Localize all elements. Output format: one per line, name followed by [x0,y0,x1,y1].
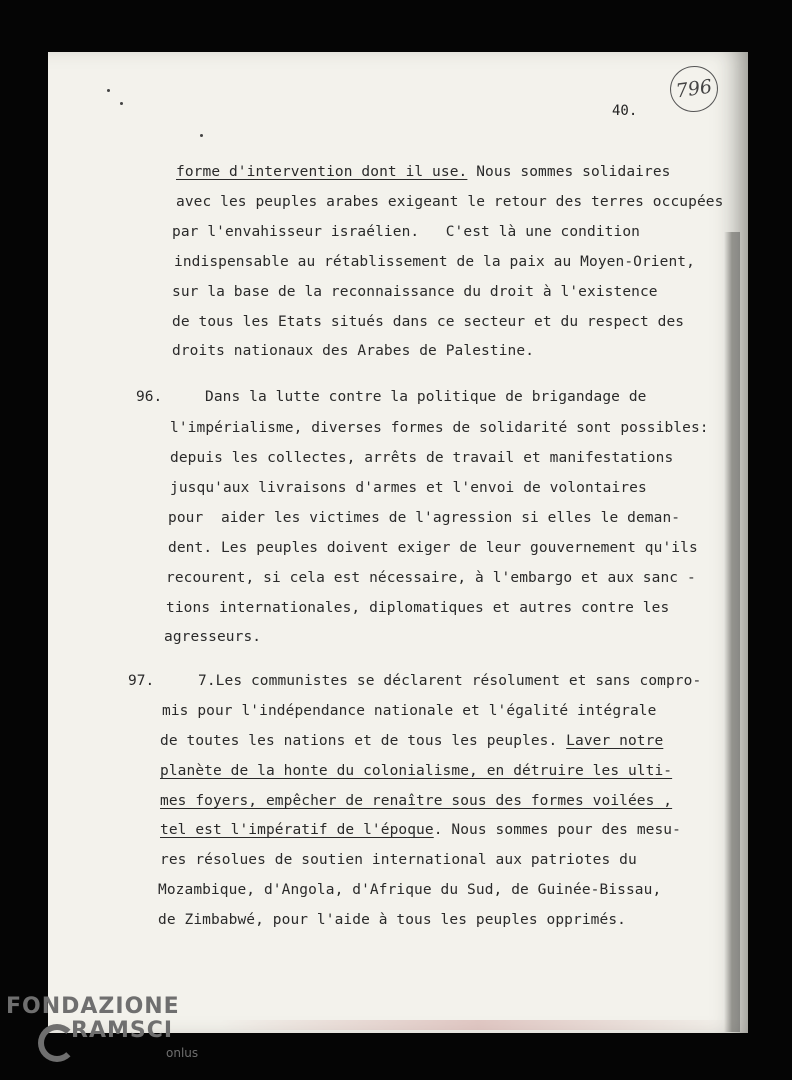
text-line [160,763,672,779]
text-line [166,570,696,586]
text-run: droits nationaux des Arabes de Palestine. [172,343,535,359]
watermark-line1: FONDAZIONE [6,994,180,1019]
text-run: 7.Les communistes se déclarent résolument et sans compro- [198,673,702,689]
watermark-line2: RAMSCI [71,1018,174,1043]
text-line [176,194,723,210]
underlined-text: planète de la honte du colonialisme, en détruire les ulti- [160,763,673,779]
underlined-text: forme d'intervention dont il use. [176,164,468,180]
text-run: pour aider les victimes de l'agression si elles le deman- [168,510,681,526]
underlined-text: mes foyers, empêcher de renaître sous des formes voilées , [160,793,673,809]
text-line [205,389,647,405]
text-run: avec les peuples arabes exigeant le retour des terres occupées [176,194,724,210]
text-line [172,284,658,300]
text-line [168,510,680,526]
text-line [172,314,684,330]
speck [200,134,203,137]
text-run: tions internationales, diplomatiques et autres contre les [166,600,670,616]
text-line [176,164,670,180]
text-run: dent. Les peuples doivent exiger de leur gouvernement qu'ils [168,540,698,556]
page-edge-shadow [724,232,740,1032]
text-run: de toutes les nations et de tous les peuples. [160,733,567,749]
watermark-line3: onlus [166,1046,199,1060]
text-line [170,420,709,436]
text-run: sur la base de la reconnaissance du droit à l'existence [172,284,658,300]
text-line [158,912,626,928]
text-run: par l'envahisseur israélien. C'est là une condition [172,224,640,240]
text-run: de tous les Etats situés dans ce secteur et du respect des [172,314,685,330]
text-line [166,600,669,616]
text-run: indispensable au rétablissement de la paix au Moyen-Orient, [174,254,695,270]
fondazione-gramsci-watermark [6,994,199,1060]
text-line [160,793,672,809]
text-run: de Zimbabwé, pour l'aide à tous les peuples opprimés. [158,912,626,928]
text-line [172,224,640,240]
paragraph-number: 97. [128,673,155,689]
text-line [170,450,673,466]
text-run: Mozambique, d'Angola, d'Afrique du Sud, de Guinée-Bissau, [158,882,662,898]
text-line [160,733,663,749]
text-line [158,882,661,898]
underlined-text: Laver notre [566,733,664,749]
text-line [162,703,656,719]
text-line [172,343,534,359]
text-run: mis pour l'indépendance nationale et l'égalité intégrale [162,703,657,719]
text-run: agresseurs. [164,629,262,645]
text-line [174,254,695,270]
paragraph-number: 96. [136,389,163,405]
text-run: Dans la lutte contre la politique de brigandage de [205,389,647,405]
text-run: res résolues de soutien international aux patriotes du [160,852,637,868]
paper-stain [218,1020,738,1030]
text-line [168,540,698,556]
page-number: 40. [612,103,638,119]
text-line [198,673,701,689]
text-line [160,822,681,838]
text-line [164,629,261,645]
underlined-text: tel est l'impératif de l'époque [160,822,434,838]
text-run: . Nous sommes pour des mesu- [433,822,681,838]
text-run: depuis les collectes, arrêts de travail et manifestations [170,450,674,466]
speck [120,102,123,105]
text-run: recourent, si cela est nécessaire, à l'embargo et aux sanc - [166,570,696,586]
text-line [160,852,637,868]
text-run: jusqu'aux livraisons d'armes et l'envoi de volontaires [170,480,647,496]
speck [107,89,110,92]
archive-stamp: 796 [667,63,721,115]
text-run: l'impérialisme, diverses formes de solidarité sont possibles: [170,420,709,436]
text-line [170,480,647,496]
text-run: Nous sommes solidaires [467,164,671,180]
